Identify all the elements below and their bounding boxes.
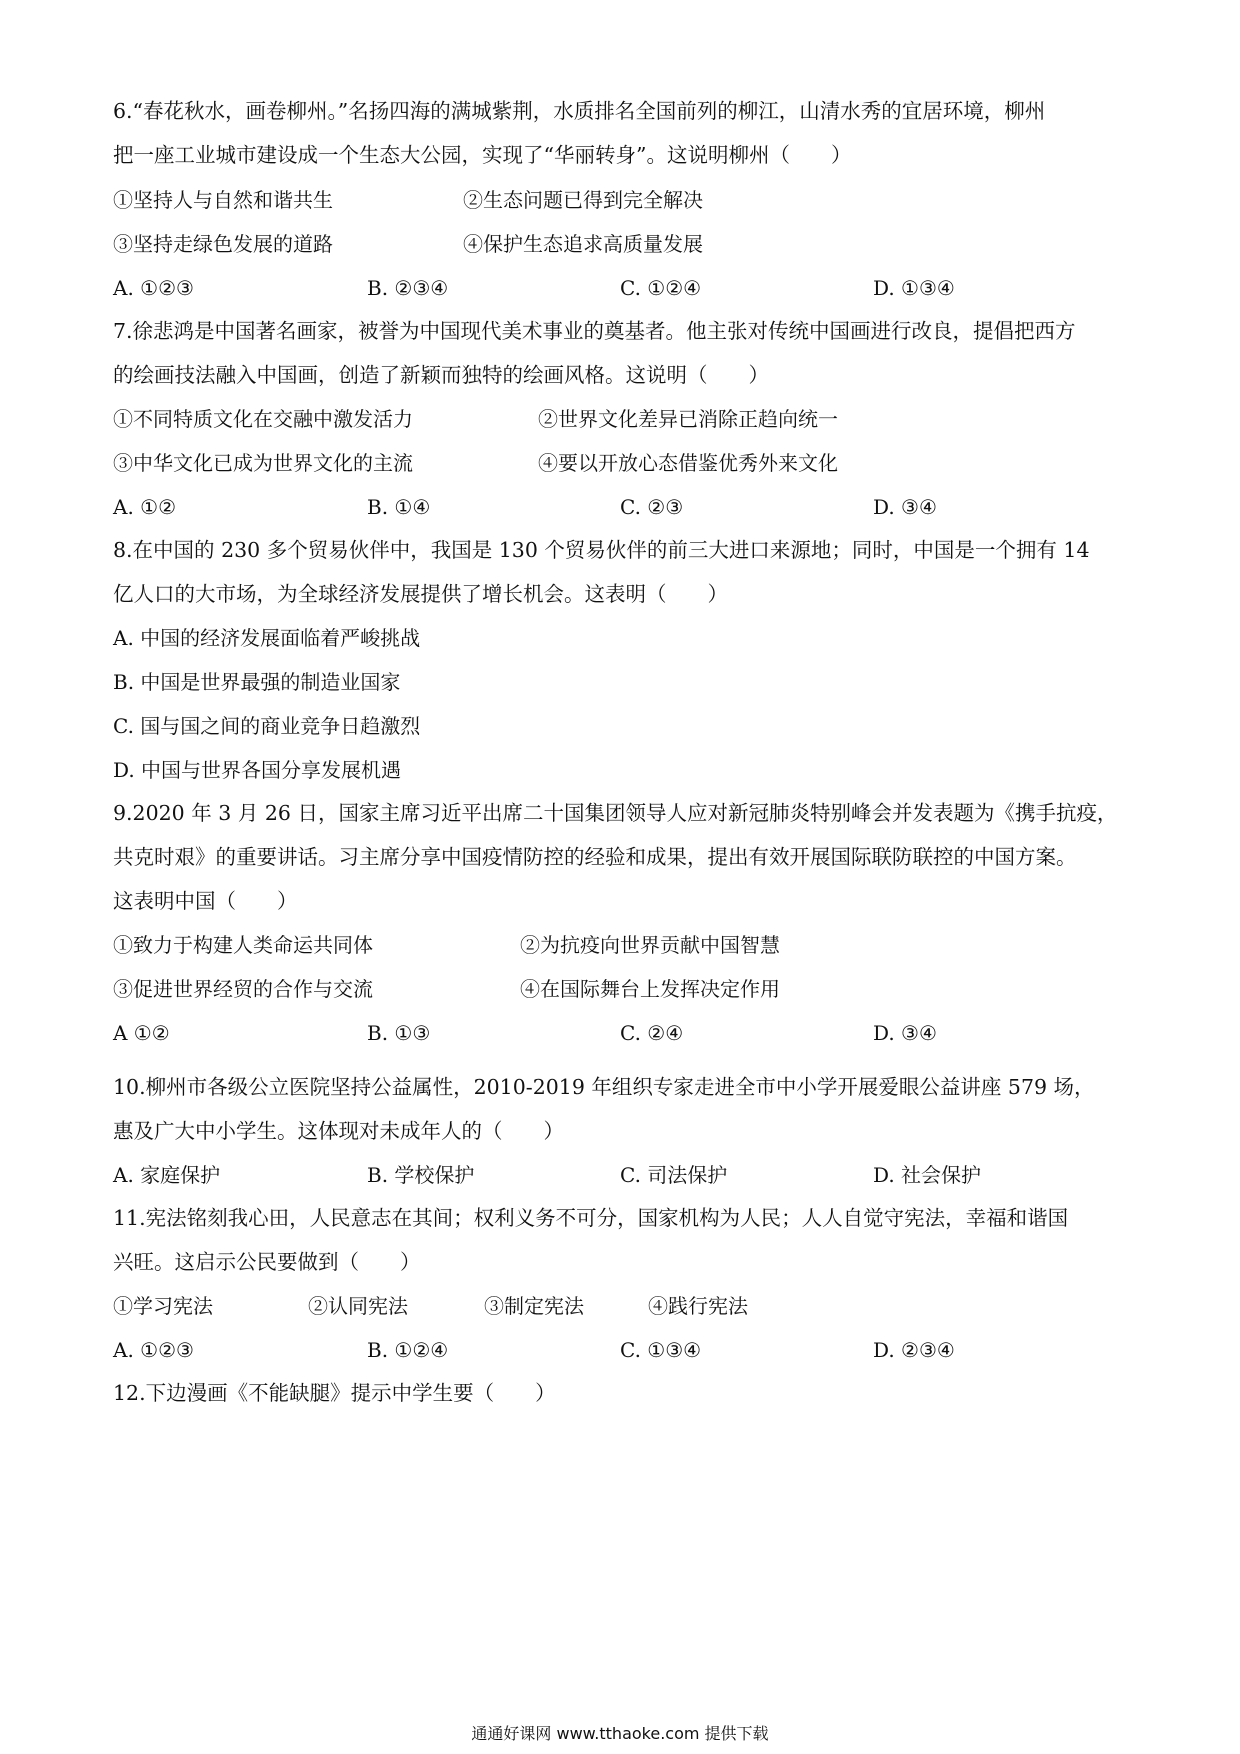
q9-item-2: ②为抗疫向世界贡献中国智慧 (520, 933, 780, 957)
q8-option-b: B. 中国是世界最强的制造业国家 (113, 670, 401, 694)
q8-option-d: D. 中国与世界各国分享发展机遇 (113, 758, 402, 782)
q6-option-b: B. ②③④ (367, 276, 449, 300)
q6-stem-line1: 6.“春花秋水，画卷柳州。”名扬四海的满城紫荆，水质排名全国前列的柳江，山清水秀的宜居环境，柳州 (113, 99, 1046, 123)
q11-stem-line1: 11.宪法铭刻我心田，人民意志在其间；权利义务不可分，国家机构为人民；人人自觉守宪法，幸福和谐国 (113, 1206, 1069, 1230)
q6-stem-line2: 把一座工业城市建设成一个生态大公园，实现了“华丽转身”。这说明柳州（ ） (113, 143, 852, 167)
page-footer: 通通好课网 www.tthaoke.com 提供下载 (471, 1724, 769, 1743)
q7-option-b: B. ①④ (367, 495, 431, 519)
q6-option-d: D. ①③④ (873, 276, 955, 300)
q7-stem-line1: 7.徐悲鸿是中国著名画家，被誉为中国现代美术事业的奠基者。他主张对传统中国画进行改良，提倡把西方 (113, 319, 1076, 343)
q7-item-4: ④要以开放心态借鉴优秀外来文化 (538, 451, 838, 475)
q9-stem-line2: 共克时艰》的重要讲话。习主席分享中国疫情防控的经验和成果，提出有效开展国际联防联控的中国方案。 (113, 845, 1077, 869)
q10-option-b: B. 学校保护 (367, 1163, 475, 1187)
q10-stem-line1: 10.柳州市各级公立医院坚持公益属性，2010-2019 年组织专家走进全市中小学开展爱眼公益讲座 579 场， (113, 1075, 1095, 1099)
q9-option-b: B. ①③ (367, 1021, 431, 1045)
q9-option-c: C. ②④ (620, 1021, 684, 1045)
q11-item-3: ③制定宪法 (484, 1294, 584, 1318)
q9-option-a: A ①② (113, 1021, 170, 1045)
q8-stem-line1: 8.在中国的 230 多个贸易伙伴中，我国是 130 个贸易伙伴的前三大进口来源地；同时，中国是一个拥有 14 (113, 538, 1090, 562)
q10-stem-line2: 惠及广大中小学生。这体现对未成年人的（ ） (113, 1119, 564, 1143)
q8-stem-line2: 亿人口的大市场，为全球经济发展提供了增长机会。这表明（ ） (113, 582, 728, 606)
q7-option-d: D. ③④ (873, 495, 937, 519)
q6-item-2: ②生态问题已得到完全解决 (463, 188, 703, 212)
q10-option-d: D. 社会保护 (873, 1163, 982, 1187)
q11-item-1: ①学习宪法 (113, 1294, 213, 1318)
q6-item-1: ①坚持人与自然和谐共生 (113, 188, 333, 212)
q11-option-b: B. ①②④ (367, 1338, 449, 1362)
q7-item-2: ②世界文化差异已消除正趋向统一 (538, 407, 838, 431)
q11-item-2: ②认同宪法 (308, 1294, 408, 1318)
q9-item-1: ①致力于构建人类命运共同体 (113, 933, 373, 957)
q9-option-d: D. ③④ (873, 1021, 937, 1045)
q9-item-3: ③促进世界经贸的合作与交流 (113, 977, 373, 1001)
q7-stem-line2: 的绘画技法融入中国画，创造了新颖而独特的绘画风格。这说明（ ） (113, 363, 769, 387)
q7-option-a: A. ①② (113, 495, 177, 519)
q9-item-4: ④在国际舞台上发挥决定作用 (520, 977, 780, 1001)
q6-option-c: C. ①②④ (620, 276, 702, 300)
q8-option-a: A. 中国的经济发展面临着严峻挑战 (113, 626, 421, 650)
q10-option-c: C. 司法保护 (620, 1163, 728, 1187)
q9-stem-line1: 9.2020 年 3 月 26 日，国家主席习近平出席二十国集团领导人应对新冠肺炎特别峰会并发表题为《携手抗疫， (113, 801, 1118, 825)
q8-option-c: C. 国与国之间的商业竞争日趋激烈 (113, 714, 421, 738)
q9-stem-line3: 这表明中国（ ） (113, 889, 298, 913)
q11-stem-line2: 兴旺。这启示公民要做到（ ） (113, 1250, 421, 1274)
q11-option-a: A. ①②③ (113, 1338, 194, 1362)
q6-item-3: ③坚持走绿色发展的道路 (113, 232, 333, 256)
q6-option-a: A. ①②③ (113, 276, 194, 300)
q11-option-c: C. ①③④ (620, 1338, 702, 1362)
q11-item-4: ④践行宪法 (648, 1294, 748, 1318)
q7-item-1: ①不同特质文化在交融中激发活力 (113, 407, 413, 431)
q10-option-a: A. 家庭保护 (113, 1163, 221, 1187)
q11-option-d: D. ②③④ (873, 1338, 955, 1362)
q7-item-3: ③中华文化已成为世界文化的主流 (113, 451, 413, 475)
q12-stem-line1: 12.下边漫画《不能缺腿》提示中学生要（ ） (113, 1381, 556, 1405)
q6-item-4: ④保护生态追求高质量发展 (463, 232, 703, 256)
q7-option-c: C. ②③ (620, 495, 684, 519)
